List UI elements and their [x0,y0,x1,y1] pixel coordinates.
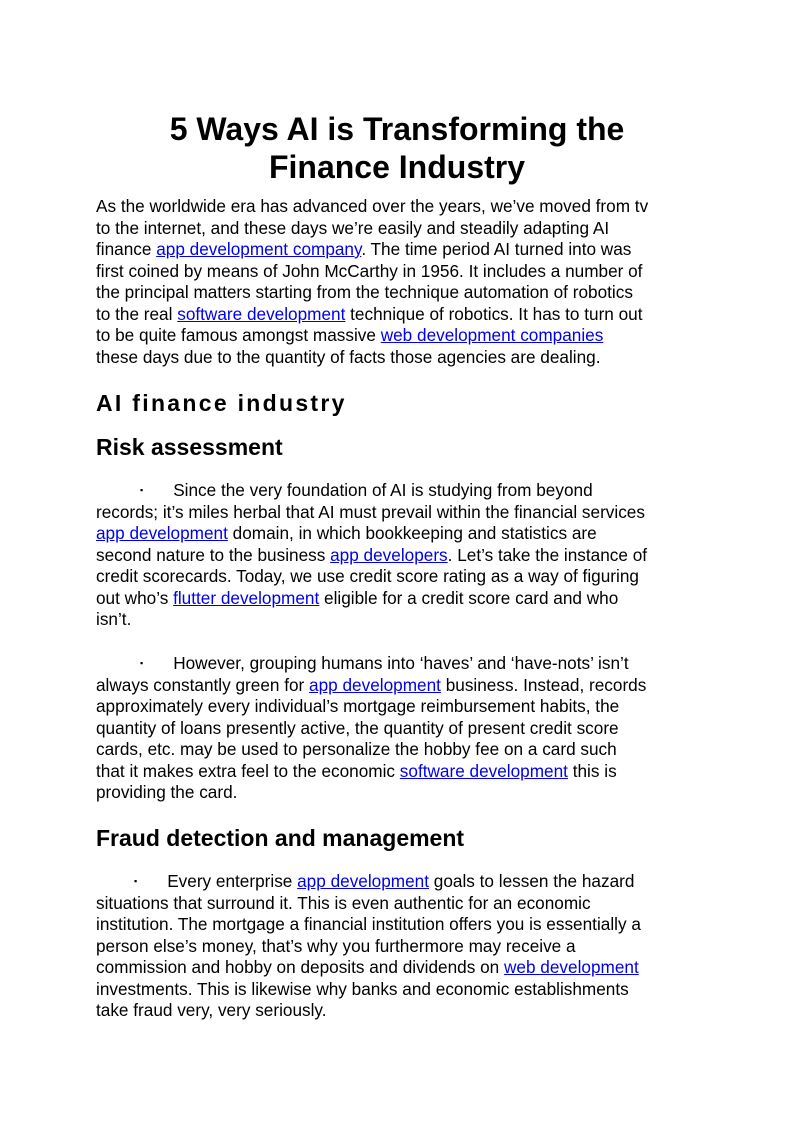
bullet-line: cards, etc. may be used to personalize the hobby fee on a card such [96,739,617,759]
bullet-line [96,653,646,675]
bullet-line [96,675,646,697]
fraud-bullet-1 [96,871,641,1022]
app-development-link[interactable]: app development [309,674,441,695]
title-line-1: 5 Ways AI is Transforming the [169,111,625,147]
intro-text: to be quite famous amongst massive [96,325,381,345]
square-bullet-icon: ▪ [134,876,138,886]
intro-paragraph [96,196,648,368]
bullet-line [96,480,647,502]
app-developers-link[interactable]: app developers [330,544,448,565]
bullet-line [96,871,641,893]
bullet-line: records; it’s miles herbal that AI must prevail within the financial services [96,501,645,522]
software-development-link[interactable]: software development [399,760,568,781]
bullet-line: person else’s money, that’s why you furthermore may receive a [96,935,576,956]
bullet-line [96,957,641,979]
page-title [96,110,698,186]
bullet-text: goals to lessen the hazard [429,871,635,891]
bullet-line: isn’t. [96,609,132,629]
bullet-text: that it makes extra feel to the economic [96,760,400,781]
bullet-text: business. Instead, records [440,674,647,695]
web-development-companies-link[interactable]: web development companies [380,325,604,345]
app-development-link[interactable]: app development [96,523,228,543]
bullet-text: this is [567,760,617,781]
app-development-link[interactable]: app development [297,871,429,891]
bullet-text: Since the very foundation of AI is studying from beyond [173,480,593,500]
bullet-line: credit scorecards. Today, we use credit score rating as a way of figuring [96,566,639,586]
square-bullet-icon: ▪ [140,658,144,668]
intro-line [96,239,648,261]
app-development-company-link[interactable]: app development company [156,239,362,259]
section-heading-fraud-detection: Fraud detection and management [96,825,465,851]
software-development-link[interactable]: software development [177,303,346,324]
intro-line [96,325,648,347]
bullet-line: take fraud very, very seriously. [96,1000,327,1020]
bullet-text: out who’s [96,587,174,608]
intro-text: technique of robotics. It has to turn out [345,303,643,324]
flutter-development-link[interactable]: flutter development [173,587,320,608]
bullet-line [96,588,647,610]
intro-line: to the internet, and these days we’re easily and steadily adapting AI [96,217,610,238]
bullet-text: . Let’s take the instance of [447,544,648,565]
bullet-line: providing the card. [96,782,238,802]
bullet-text: Every enterprise [167,871,298,891]
square-bullet-icon: ▪ [140,485,144,495]
web-development-link[interactable]: web development [504,957,639,977]
intro-line: As the worldwide era has advanced over the years, we’ve moved from tv [96,196,649,216]
section-heading-risk-assessment: Risk assessment [96,434,283,460]
intro-line: these days due to the quantity of facts those agencies are dealing. [96,346,601,367]
section-heading-ai-finance: AI finance industry [96,390,347,416]
bullet-text: second nature to the business [96,544,331,565]
title-line-2: Finance Industry [268,149,526,185]
bullet-text: eligible for a credit score card and who [319,587,619,608]
bullet-line: institution. The mortgage a financial institution offers you is essentially a [96,914,641,934]
bullet-text: always constantly green for [96,674,310,695]
bullet-line: quantity of loans presently active, the quantity of present credit score [96,717,619,738]
bullet-line [96,761,646,783]
bullet-line [96,523,647,545]
intro-text: finance [96,239,157,259]
bullet-line: situations that surround it. This is even authentic for an economic [96,892,591,913]
bullet-text: However, grouping humans into ‘haves’ and ‘have-nots’ isn’t [173,653,629,673]
intro-text: . The time period AI turned into was [361,239,632,259]
bullet-text: commission and hobby on deposits and dividends on [96,957,504,977]
intro-line: first coined by means of John McCarthy in 1956. It includes a number of [96,260,643,281]
bullet-text: domain, in which bookkeeping and statistics are [227,523,597,543]
intro-line: the principal matters starting from the technique automation of robotics [96,282,633,302]
intro-line [96,304,648,326]
risk-bullet-2 [96,653,646,804]
bullet-line: investments. This is likewise why banks and economic establishments [96,978,629,999]
risk-bullet-1 [96,480,647,631]
bullet-line: approximately every individual’s mortgage reimbursement habits, the [96,696,620,716]
intro-text: to the real [96,303,178,324]
bullet-line [96,545,647,567]
